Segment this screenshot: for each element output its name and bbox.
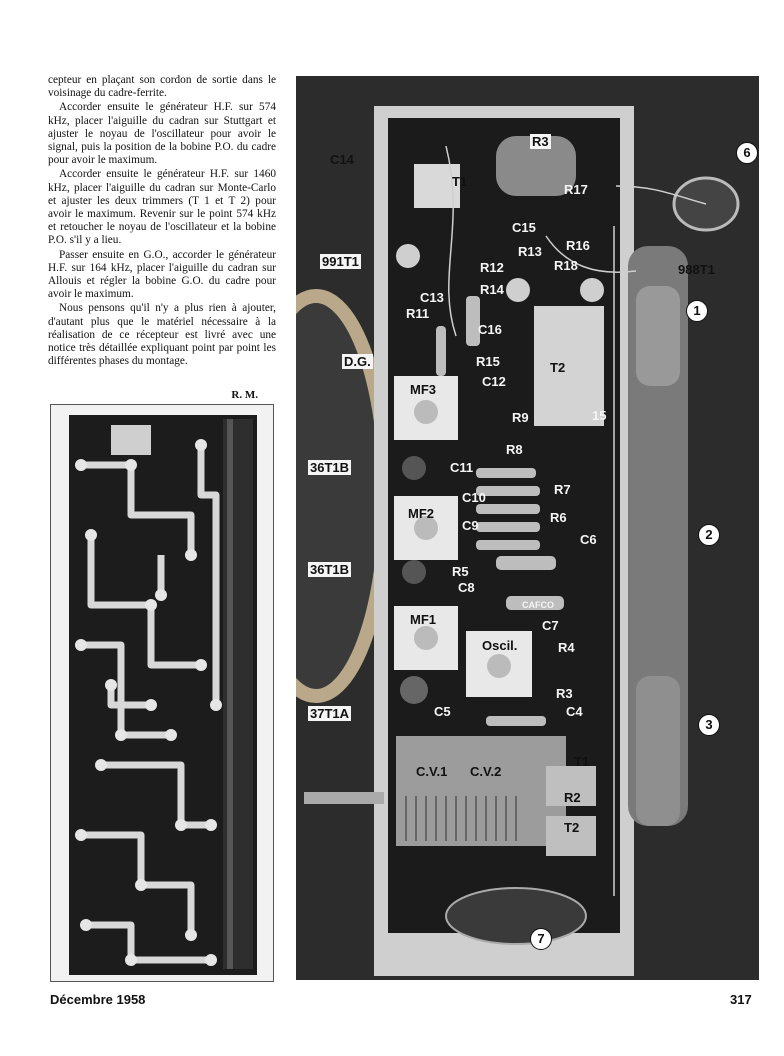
label-r13: R13 — [518, 244, 542, 259]
label-r15: R15 — [476, 354, 500, 369]
label-c9: C9 — [462, 518, 479, 533]
label-c14: C14 — [330, 152, 354, 167]
label-r3-bottom: R3 — [556, 686, 573, 701]
label-r12: R12 — [480, 260, 504, 275]
label-r5: R5 — [452, 564, 469, 579]
label-cv1: C.V.1 — [416, 764, 448, 779]
marker-1: 1 — [686, 300, 708, 322]
label-t1-top: T1 — [452, 174, 468, 189]
label-r3-top: R3 — [532, 134, 549, 149]
footer-date: Décembre 1958 — [50, 992, 146, 1007]
label-t2-bottom: T2 — [564, 820, 580, 835]
chassis-illustration — [296, 76, 759, 980]
label-r7: R7 — [554, 482, 571, 497]
label-mf1: MF1 — [410, 612, 436, 627]
label-cafco: CAFCO — [522, 600, 554, 610]
label-988t1: 988T1 — [678, 262, 715, 277]
label-r14: R14 — [480, 282, 504, 297]
label-r9: R9 — [512, 410, 529, 425]
marker-6: 6 — [736, 142, 758, 164]
label-oscil: Oscil. — [482, 638, 518, 653]
label-c6: C6 — [580, 532, 597, 547]
paragraph: Passer ensuite en G.O., accorder le générateur H.F. sur 164 kHz, placer l'aiguille du cadran sur Allouis et régler la bobine G.O. du cadre pour avoir le maximum. — [48, 248, 276, 301]
label-r4: R4 — [558, 640, 575, 655]
paragraph: cepteur en plaçant son cordon de sortie dans le voisinage du cadre-ferrite. — [48, 74, 276, 100]
label-r18: R18 — [554, 258, 578, 273]
label-36t1b-second: 36T1B — [310, 562, 350, 577]
label-36t1b-first: 36T1B — [310, 460, 350, 475]
chassis-photo — [296, 76, 759, 980]
paragraph: Accorder ensuite le générateur H.F. sur 1460 kHz, placer l'aiguille du cadran sur Monte-Carlo et ajuster les deux trimmers (T 1 et T 2) pour avoir le maximum. Revenir sur le point 574 kHz et retoucher le noyau de l'oscillateur et la bobine P.O. s'il y a lieu. — [48, 168, 276, 247]
label-991t1: 991T1 — [322, 254, 359, 269]
marker-7: 7 — [530, 928, 552, 950]
label-r11: R11 — [406, 306, 430, 321]
author-signature: R. M. — [231, 389, 258, 401]
label-c16: C16 — [478, 322, 502, 337]
label-c8: C8 — [458, 580, 475, 595]
label-37t1a: 37T1A — [310, 706, 350, 721]
label-cv2: C.V.2 — [470, 764, 502, 779]
label-r8: R8 — [506, 442, 523, 457]
paragraph: Accorder ensuite le générateur H.F. sur 574 kHz, placer l'aiguille du cadran sur Stuttgart et ajuster le noyau de l'oscillateur pour avoir le signal, puis la position de la bobine P.O. du cadre pour avoir le maximum. — [48, 101, 276, 167]
label-15: 15 — [592, 408, 607, 423]
article-text — [48, 74, 276, 369]
label-r2: R2 — [564, 790, 581, 805]
marker-2: 2 — [698, 524, 720, 546]
label-c12: C12 — [482, 374, 506, 389]
label-c7: C7 — [542, 618, 559, 633]
label-r17: R17 — [564, 182, 588, 197]
label-c4: C4 — [566, 704, 583, 719]
label-dg: D.G. — [344, 354, 371, 369]
page-number: 317 — [730, 992, 752, 1007]
label-mf2: MF2 — [408, 506, 434, 521]
pcb-photo — [50, 404, 274, 982]
paragraph: Nous pensons qu'il n'y a plus rien à ajouter, d'autant plus que le matériel nécessaire à la réalisation de ce récepteur est livré avec une notice très détaillée expliquant point par point les différentes phases du montage. — [48, 302, 276, 368]
label-t2-top: T2 — [550, 360, 566, 375]
label-c13: C13 — [420, 290, 444, 305]
label-r6: R6 — [550, 510, 567, 525]
label-c10: C10 — [462, 490, 486, 505]
marker-3: 3 — [698, 714, 720, 736]
label-c15: C15 — [512, 220, 536, 235]
label-r16: R16 — [566, 238, 590, 253]
label-mf3: MF3 — [410, 382, 436, 397]
pcb-illustration — [51, 405, 273, 981]
label-c11: C11 — [450, 460, 474, 475]
label-t1-bottom: T1 — [574, 754, 590, 769]
label-c5: C5 — [434, 704, 451, 719]
